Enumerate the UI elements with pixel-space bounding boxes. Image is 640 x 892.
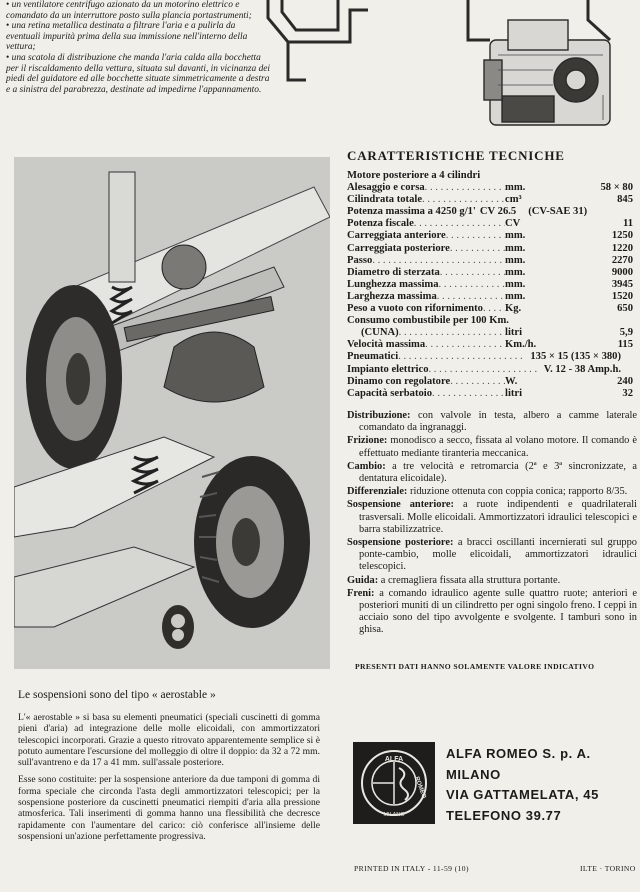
desc-item: Guida: a cremagliera fissata alla struttura portante. xyxy=(347,574,561,586)
suspension-title: Le sospensioni sono del tipo « aerostable » xyxy=(18,689,216,701)
spec-label: Passo xyxy=(347,254,373,266)
company-name: ALFA ROMEO S. p. A. xyxy=(446,746,591,761)
spec-row xyxy=(347,255,633,267)
spec-value xyxy=(621,351,633,363)
desc-item: Distribuzione: con valvole in testa, albero a camme laterale comandato da ingranaggi. xyxy=(347,410,637,434)
spec-row xyxy=(347,315,633,327)
spec-value: 58 × 80 xyxy=(600,182,633,194)
spec-label: Peso a vuoto con rifornimento xyxy=(347,303,483,315)
printer-info: ILTE · TORINO xyxy=(580,864,636,873)
specs-descriptions xyxy=(347,410,637,638)
disclaimer-note: PRESENTI DATI HANNO SOLAMENTE VALORE INDICATIVO xyxy=(355,662,595,671)
heater-diagram-illustration xyxy=(258,0,640,150)
spec-row xyxy=(347,364,633,376)
spec-unit: mm. xyxy=(505,242,526,254)
spec-value: 650 xyxy=(617,303,633,315)
suspension-text xyxy=(18,712,320,848)
spec-label: Alesaggio e corsa xyxy=(347,182,425,194)
company-city: MILANO xyxy=(446,766,501,782)
spec-label: Impianto elettrico xyxy=(347,363,429,375)
spec-row xyxy=(347,291,633,303)
svg-text:MILANO: MILANO xyxy=(383,812,405,818)
desc-item: Differenziale: riduzione ottenuta con coppia conica; rapporto 8/35. xyxy=(347,486,628,498)
paragraph: Esse sono costituite: per la sospensione anteriore da due tamponi di gomma di forma speciale che circonda l'asta degli ammortizzatori telescopici; per la sospensione posteriore da cuscinetti pneumatici riempiti d'aria alla pressione atmosferica. Tali inserimenti di gomma hanno una flessibilità che decresce rapidamente con l'aumentare del carico: ciò conferisce all'insieme delle sospensioni un'azione perfettamente progressiva. xyxy=(18,774,320,842)
spec-label: Potenza massima a 4250 g/1' xyxy=(347,206,476,218)
spec-label: Velocità massima xyxy=(347,339,426,351)
spec-unit: V. 12 - 38 Amp.h. xyxy=(543,363,621,375)
svg-text:ALFA: ALFA xyxy=(384,756,404,763)
spec-value: 115 xyxy=(617,339,633,351)
spec-unit: litri xyxy=(505,387,523,399)
spec-unit: Kg. xyxy=(505,303,522,315)
spec-unit: mm. xyxy=(505,254,526,266)
spec-row xyxy=(347,376,633,388)
spec-label: Consumo combustibile per 100 Km. xyxy=(347,315,509,327)
print-info: PRINTED IN ITALY - 11-59 (10) xyxy=(354,864,469,873)
company-phone: TELEFONO 39.77 xyxy=(446,807,562,823)
spec-value: 9000 xyxy=(611,266,633,278)
intro-item: • una scatola di distribuzione che manda l'aria calda alla bocchetta per il riscaldamento della vettura, situata sul davanti, in vicinanza dei piedi del guidatore ed alle bocchette situate simmetricamente a destra e a sinistra del parabrezza, destinate ad impedirne l'appannamento. xyxy=(6,53,272,95)
spec-row xyxy=(347,327,633,339)
desc-item: Cambio: a tre velocità e retromarcia (2ª e 3ª sincronizzate, a dentatura elicoidale). xyxy=(347,460,637,485)
spec-value: 3945 xyxy=(611,278,633,290)
spec-unit: mm. xyxy=(505,278,526,290)
spec-unit: CV 26.5 xyxy=(479,206,517,218)
spec-value: 1250 xyxy=(611,230,633,242)
spec-label: Pneumatici xyxy=(347,351,399,363)
spec-row xyxy=(347,339,633,351)
spec-value: 11 xyxy=(622,218,633,230)
spec-row xyxy=(347,230,633,242)
spec-row xyxy=(347,218,633,230)
svg-text:ROMEO: ROMEO xyxy=(413,775,427,800)
spec-value: (CV-SAE 31) xyxy=(528,206,588,218)
spec-label: Potenza fiscale xyxy=(347,218,414,230)
spec-label: (CUNA) xyxy=(361,327,399,339)
spec-unit: mm. xyxy=(505,290,526,302)
spec-label: Cilindrata totale xyxy=(347,194,423,206)
spec-unit: Km./h. xyxy=(505,339,537,351)
intro-item: • un ventilatore centrifugo azionato da un motorino elettrico e comandato da un interruttore posto sulla plancia portastrumenti; xyxy=(6,0,272,21)
spec-value: 1220 xyxy=(611,242,633,254)
spec-label: Diametro di sterzata xyxy=(347,266,440,278)
spec-label: Motore posteriore a 4 cilindri xyxy=(347,170,481,181)
spec-label: Dinamo con regolatore xyxy=(347,375,451,387)
spec-label: Larghezza massima xyxy=(347,290,437,302)
spec-row xyxy=(347,303,633,315)
spec-value: 240 xyxy=(617,375,633,387)
spec-label: Carreggiata posteriore xyxy=(347,242,450,254)
desc-item: Freni: a comando idraulico agente sulle quattro ruote; anteriori e posteriori muniti di un cilindretto per ogni singolo freno. I ceppi in acciaio sono del tipo avvolgente e svolgente. I tamburi sono in ghisa. xyxy=(347,587,638,636)
spec-unit: W. xyxy=(505,375,518,387)
spec-value: 5,9 xyxy=(619,327,633,339)
alfa-romeo-logo xyxy=(353,742,435,824)
desc-item: Sospensione posteriore: a bracci oscillanti incernierati sul gruppo ponte-cambio, molle elicoidali, ammortizzatori idraulici telescopici. xyxy=(347,537,637,573)
company-address: VIA GATTAMELATA, 45 xyxy=(446,787,599,802)
desc-item: Frizione: monodisco a secco, fissata al volano motore. Il comando è effettuato mediante tiranteria meccanica. xyxy=(347,435,637,459)
spec-label: Capacità serbatoio xyxy=(347,387,433,399)
alfa-romeo-badge-icon xyxy=(359,748,429,818)
spec-unit: cm³ xyxy=(505,194,522,206)
spec-row xyxy=(347,182,633,194)
desc-item: Sospensione anteriore: a ruote indipendenti e quadrilaterali trasversali. Molle elicoidali. Ammortizzatori idraulici telescopici e barra stabilizzatrice. xyxy=(347,499,637,535)
spec-row xyxy=(347,351,633,363)
spec-label: Lunghezza massima xyxy=(347,278,439,290)
spec-row xyxy=(347,388,633,400)
intro-text xyxy=(6,0,272,95)
spec-row xyxy=(347,170,633,182)
spec-unit: CV xyxy=(505,218,521,230)
spec-value: 32 xyxy=(622,387,633,399)
spec-unit: mm. xyxy=(505,230,526,242)
spec-row xyxy=(347,267,633,279)
company-block xyxy=(446,744,599,826)
spec-value xyxy=(621,364,633,376)
spec-row xyxy=(347,206,633,218)
spec-row xyxy=(347,279,633,291)
suspension-illustration xyxy=(14,157,330,669)
spec-row xyxy=(347,194,633,206)
spec-value: 1520 xyxy=(611,290,633,302)
spec-unit: litri xyxy=(505,327,523,339)
intro-item: • una retina metallica destinata a filtrare l'aria e a pulirla da eventuali impurità prima della sua immissione nell'interno della vettura; xyxy=(6,21,272,53)
paragraph: L'« aerostable » si basa su elementi pneumatici (speciali cuscinetti di gomma pieni d'aria) ad integrazione delle molle elicoidali, con ammortizzatori telescopici incorporati. Grazie a questo ritrovato apparentemente semplice si è potuto aumentare l'escursione del molleggio di oltre il doppio: da 32 a 72 mm. sull'avantreno e da 17 a 41 mm. sull'assale posteriore. xyxy=(18,712,320,769)
spec-row xyxy=(347,243,633,255)
spec-value: 845 xyxy=(617,194,633,206)
spec-unit: mm. xyxy=(505,266,526,278)
specs-title: CARATTERISTICHE TECNICHE xyxy=(347,148,565,163)
spec-unit: 135 × 15 (135 × 380) xyxy=(530,351,621,363)
specs-table xyxy=(347,170,633,400)
spec-unit: mm. xyxy=(505,182,526,194)
spec-label: Carreggiata anteriore xyxy=(347,230,446,242)
spec-value: 2270 xyxy=(611,254,633,266)
